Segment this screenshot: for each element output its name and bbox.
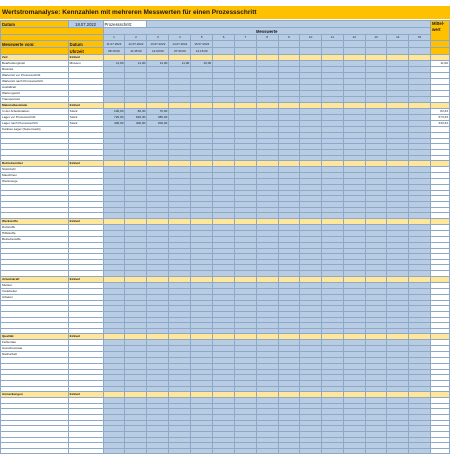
value-cell[interactable]: 10,00 (191, 61, 213, 67)
row-label: Vorarbeiter (1, 288, 69, 294)
value-cell[interactable] (213, 448, 235, 454)
row-label: Meister (1, 282, 69, 288)
measure-time[interactable]: 08:15:00 (103, 48, 125, 55)
value-cell[interactable] (409, 448, 431, 454)
row-label: Ausschussrate (1, 346, 69, 352)
measure-date[interactable] (365, 41, 387, 48)
value-cell[interactable]: 400,00 (103, 121, 125, 127)
row-label: Stückzahl (1, 167, 69, 173)
mittelwert-cell (430, 41, 449, 48)
measure-time[interactable] (213, 48, 235, 55)
measure-number: 4 (169, 35, 191, 41)
section-unit-label: Einheit (68, 103, 103, 109)
row-label: Wartezeit nach Prozessschritt (1, 79, 69, 85)
section-label: Betriebsmittel (1, 161, 69, 167)
section-unit-label: Einheit (68, 161, 103, 167)
header-blank (1, 28, 104, 35)
measure-number: 5 (191, 35, 213, 41)
measure-number: 7 (234, 35, 256, 41)
measure-date[interactable] (278, 41, 300, 48)
value-cell[interactable]: 720,00 (103, 115, 125, 121)
datum-col-label: Datum (68, 41, 103, 48)
measure-time[interactable]: 14:00:00 (147, 48, 169, 55)
measure-number: 10 (300, 35, 322, 41)
measure-number: 8 (256, 35, 278, 41)
row-label: Hilfsstoffe (1, 230, 69, 236)
section-label: Zeit (1, 55, 69, 61)
measure-number: 1 (103, 35, 125, 41)
row-unit[interactable]: Stück (68, 109, 103, 115)
section-unit-label: Einheit (68, 55, 103, 61)
row-unit[interactable]: Minuten (68, 61, 103, 67)
value-cell[interactable]: 620,00 (125, 115, 147, 121)
row-label: Maschinen (1, 173, 69, 179)
row-label: Kanban-Lager (Supermarkt) (1, 127, 69, 133)
measure-time[interactable]: 12:15:00 (191, 48, 213, 55)
header-blank-3 (1, 48, 69, 55)
row-label: Rohstoffe (1, 224, 69, 230)
measurement-table (0, 20, 450, 454)
measure-number: 11 (322, 35, 344, 41)
value-cell[interactable] (169, 448, 191, 454)
section-label: Werkstoffe (1, 218, 69, 224)
measure-number: 6 (213, 35, 235, 41)
row-label: Fehlerrate (1, 340, 69, 346)
row-label: Werkzeuge (1, 179, 69, 185)
measure-number: 14 (387, 35, 409, 41)
measure-number: 3 (147, 35, 169, 41)
row-unit[interactable]: Stück (68, 121, 103, 127)
measure-time[interactable] (278, 48, 300, 55)
row-label: Ausfallzeit (1, 85, 69, 91)
value-cell[interactable] (387, 448, 409, 454)
value-cell[interactable] (234, 448, 256, 454)
row-unit[interactable]: Stück (68, 115, 103, 121)
section-unit-label: Einheit (68, 218, 103, 224)
measure-date[interactable] (409, 41, 431, 48)
measure-number: 12 (343, 35, 365, 41)
measure-time[interactable] (387, 48, 409, 55)
value-cell[interactable]: 200,00 (147, 121, 169, 127)
header-row-blank (1, 28, 450, 35)
value-cell[interactable]: 11,00 (169, 61, 191, 67)
prozessschritt-input[interactable] (147, 21, 431, 28)
measure-date[interactable]: 13.07.2022 (147, 41, 169, 48)
value-cell[interactable] (191, 448, 213, 454)
row-label: Transportzeit (1, 97, 69, 103)
measure-date[interactable] (322, 41, 344, 48)
value-cell[interactable] (343, 448, 365, 454)
header-row-times (1, 48, 450, 55)
value-cell[interactable] (147, 448, 169, 454)
datum-label: Datum (1, 21, 69, 28)
row-label: Lager vor Prozessschritt (1, 115, 69, 121)
value-cell[interactable]: 380,00 (147, 115, 169, 121)
mittelwert-cell (430, 48, 449, 55)
measure-date[interactable]: 14.07.2022 (169, 41, 191, 48)
row-label: Wartezeit vor Prozessschritt (1, 73, 69, 79)
measure-time[interactable] (322, 48, 344, 55)
section-unit-label: Einheit (68, 392, 103, 398)
row-label: Betriebsstoffe (1, 236, 69, 242)
value-cell[interactable]: 11,00 (125, 61, 147, 67)
value-cell[interactable]: 11,00 (103, 61, 125, 67)
measure-time[interactable] (365, 48, 387, 55)
table-row (1, 448, 450, 454)
mittelwert-value (430, 448, 449, 454)
row-label: Wartungszeit (1, 91, 69, 97)
value-cell[interactable] (278, 448, 300, 454)
row-label: Arbeiter (1, 294, 69, 300)
row-label: Lager nach Prozessschritt (1, 121, 69, 127)
header-row-dates (1, 41, 450, 48)
table-wrapper (0, 20, 450, 454)
prozessschritt-label: Prozessschritt: (103, 21, 147, 28)
mittelwert-value: 573,33 (430, 115, 449, 121)
measure-date[interactable]: 15.07.2022 (191, 41, 213, 48)
section-label: Arbeitskraft (1, 276, 69, 282)
mittelwert-value: 11,00 (430, 61, 449, 67)
measure-time[interactable]: 11:45:00 (125, 48, 147, 55)
measure-date[interactable] (234, 41, 256, 48)
measure-number: 9 (278, 35, 300, 41)
measure-time[interactable]: 07:30:00 (169, 48, 191, 55)
measure-time[interactable] (256, 48, 278, 55)
measure-time[interactable] (300, 48, 322, 55)
uhrzeit-label: Uhrzeit (68, 48, 103, 55)
messwerte-header: Messwerte (103, 28, 430, 35)
measure-date[interactable]: 12.07.2022 (125, 41, 147, 48)
value-cell[interactable] (300, 448, 322, 454)
mittelwert-value: 333,33 (430, 121, 449, 127)
mittelwert-value: 83,33 (430, 109, 449, 115)
row-label (1, 448, 69, 454)
value-cell[interactable] (322, 448, 344, 454)
value-cell[interactable]: 70,00 (147, 109, 169, 115)
value-cell[interactable] (125, 448, 147, 454)
row-label: Nacharbeit (1, 352, 69, 358)
messwerte-vom-label: Messwerte vom: (1, 41, 69, 48)
measure-time[interactable] (409, 48, 431, 55)
value-cell[interactable] (256, 448, 278, 454)
header-row-datum (1, 21, 450, 28)
value-cell[interactable]: 80,00 (125, 109, 147, 115)
measure-number: 2 (125, 35, 147, 41)
measure-date[interactable] (213, 41, 235, 48)
measure-date[interactable] (343, 41, 365, 48)
measure-date[interactable]: 11.07.2022 (103, 41, 125, 48)
measure-number: 15 (409, 35, 431, 41)
row-unit[interactable] (68, 448, 103, 454)
sheet-title: Wertstromanalyse: Kennzahlen mit mehreren Messwerten für einen Prozessschritt (0, 6, 450, 19)
value-cell[interactable] (103, 448, 125, 454)
value-cell[interactable]: 100,00 (103, 109, 125, 115)
row-label: Bearbeitungszeit (1, 61, 69, 67)
measure-date[interactable] (300, 41, 322, 48)
mittelwert-header: Mittel-wert (430, 21, 449, 41)
measure-number: 13 (365, 35, 387, 41)
section-unit-label: Einheit (68, 276, 103, 282)
row-label: In der Arbeitsstation (1, 109, 69, 115)
datum-value[interactable]: 18.07.2022 (68, 21, 103, 28)
section-label: Qualität (1, 334, 69, 340)
value-cell[interactable] (365, 448, 387, 454)
measure-date[interactable] (256, 41, 278, 48)
measure-time[interactable] (343, 48, 365, 55)
measure-date[interactable] (387, 41, 409, 48)
section-label: Anmerkungen (1, 392, 69, 398)
section-unit-label: Einheit (68, 334, 103, 340)
section-label: Materialbestände (1, 103, 69, 109)
measure-time[interactable] (234, 48, 256, 55)
value-cell[interactable]: 400,00 (125, 121, 147, 127)
row-label: Rüstzeit (1, 67, 69, 73)
value-cell[interactable]: 11,00 (147, 61, 169, 67)
